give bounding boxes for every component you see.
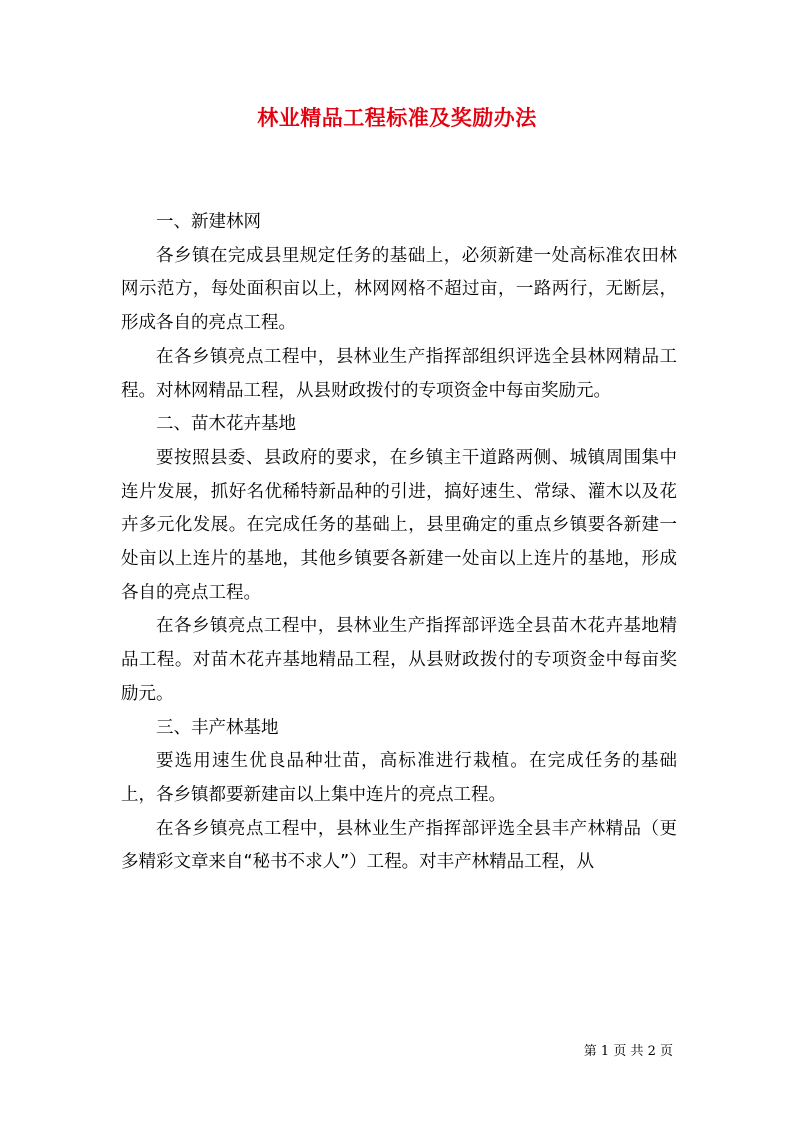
section-heading: 二、苗木花卉基地 [156, 414, 296, 435]
paragraph: 各乡镇在完成县里规定任务的基础上，必须新建一处高标准农田林网示范方，每处面积亩以上，林网网格不超过亩，一路两行，无断层，形成各自的亮点工程。 [121, 245, 677, 334]
page-number: 第 1 页 共 2 页 [583, 1044, 673, 1059]
document-title: 林业精品工程标准及奖励办法 [257, 105, 537, 130]
section-heading: 三、丰产林基地 [156, 717, 279, 738]
paragraph: 在各乡镇亮点工程中，县林业生产指挥部评选全县苗木花卉基地精品工程。对苗木花卉基地精品工程，从县财政拨付的专项资金中每亩奖励元。 [121, 616, 677, 704]
section-heading: 一、新建林网 [156, 212, 261, 232]
paragraph: 在各乡镇亮点工程中，县林业生产指挥部评选全县丰产林精品（更多精彩文章来自“秘书不求人”）工程。对丰产林精品工程，从 [121, 818, 677, 873]
document-body [121, 206, 677, 880]
paragraph: 要选用速生优良品种壮苗，高标准进行栽植。在完成任务的基础上，各乡镇都要新建亩以上集中连片的亮点工程。 [121, 751, 677, 805]
paragraph: 要按照县委、县政府的要求，在乡镇主干道路两侧、城镇周围集中连片发展，抓好名优稀特新品种的引进，搞好速生、常绿、灌木以及花卉多元化发展。在完成任务的基础上，县里确定的重点乡镇要各新建一处亩以上连片的基地，其他乡镇要各新建一处亩以上连片的基地，形成各自的亮点工程。 [121, 447, 677, 603]
paragraph: 在各乡镇亮点工程中，县林业生产指挥部组织评选全县林网精品工程。对林网精品工程，从县财政拨付的专项资金中每亩奖励元。 [121, 346, 677, 401]
